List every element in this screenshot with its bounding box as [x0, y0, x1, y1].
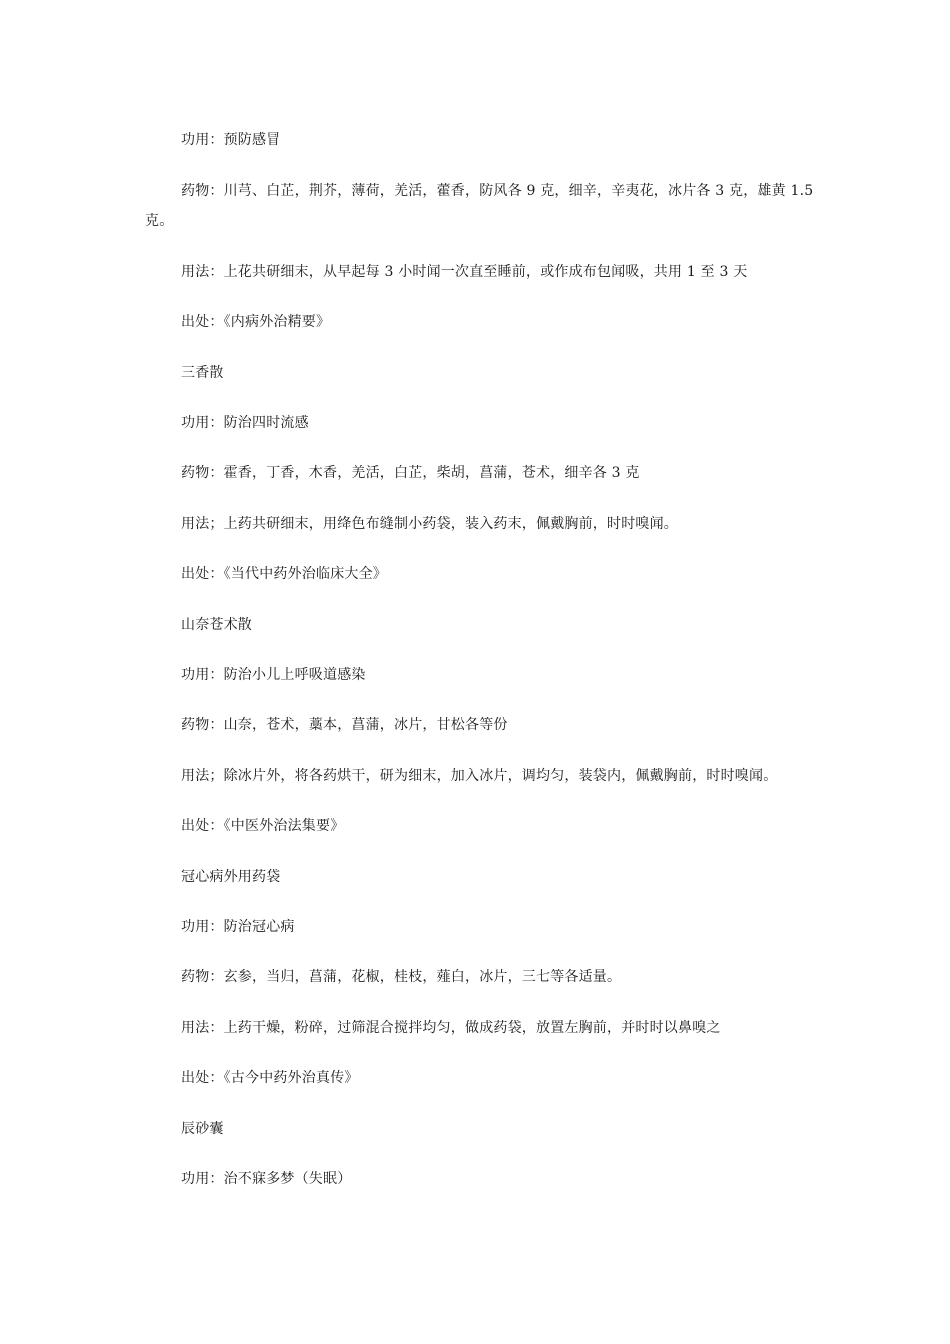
- paragraph-function-heart: 功用：防治冠心病: [181, 919, 295, 935]
- paragraph-usage-heart: 用法：上药干燥，粉碎，过筛混合搅拌均匀，做成药袋，放置左胸前，并时时以鼻嗅之: [181, 1020, 721, 1036]
- paragraph-source-3: 出处：《中医外治法集要》: [181, 818, 345, 834]
- paragraph-usage-sanxiang: 用法；上药共研细末，用绛色布缝制小药袋，装入药末，佩戴胸前，时时嗅闻。: [181, 516, 678, 532]
- paragraph-function-respiratory: 功用：防治小儿上呼吸道感染: [181, 667, 366, 683]
- paragraph-function-cold-prevention: 功用：预防感冒: [181, 132, 281, 148]
- paragraph-usage-cold-prevention: 用法：上花共研细末，从早起每 3 小时闻一次直至睡前，或作成布包闻吸，共用 1 至 3 天: [181, 264, 748, 280]
- paragraph-function-flu: 功用：防治四时流感: [181, 415, 309, 431]
- paragraph-source-1: 出处：《内病外治精要》: [181, 314, 331, 330]
- formula-title-heart-disease-bag: 冠心病外用药袋: [181, 869, 281, 885]
- paragraph-usage-shannai: 用法；除冰片外，将各药烘干，研为细末，加入冰片，调均匀，装袋内，佩戴胸前，时时嗅闻。: [181, 768, 778, 784]
- paragraph-ingredients-sanxiang: 药物：霍香，丁香，木香，羌活，白芷，柴胡，菖蒲，苍术，细辛各 3 克: [181, 465, 640, 481]
- formula-title-shannai-cangzhu-san: 山奈苍术散: [181, 617, 252, 633]
- paragraph-source-4: 出处：《古今中药外治真传》: [181, 1070, 359, 1086]
- formula-title-sanxiang-san: 三香散: [181, 365, 224, 381]
- paragraph-ingredients-shannai: 药物：山奈，苍术，藁本，菖蒲，冰片，甘松各等份: [181, 717, 508, 733]
- paragraph-source-2: 出处：《当代中药外治临床大全》: [181, 566, 387, 582]
- paragraph-ingredients-heart: 药物：玄参，当归，菖蒲，花椒，桂枝，薤白，冰片，三七等各适量。: [181, 969, 622, 985]
- paragraph-ingredients-continuation: 克。: [145, 213, 174, 229]
- paragraph-ingredients-cold-prevention: 药物：川芎、白芷，荆芥，薄荷，羌活，藿香，防风各 9 克，细辛，辛夷花，冰片各 3 克，雄黄 1.5: [181, 183, 814, 199]
- paragraph-function-insomnia: 功用：治不寐多梦（失眠）: [181, 1171, 352, 1187]
- formula-title-chensha-nang: 辰砂囊: [181, 1121, 224, 1137]
